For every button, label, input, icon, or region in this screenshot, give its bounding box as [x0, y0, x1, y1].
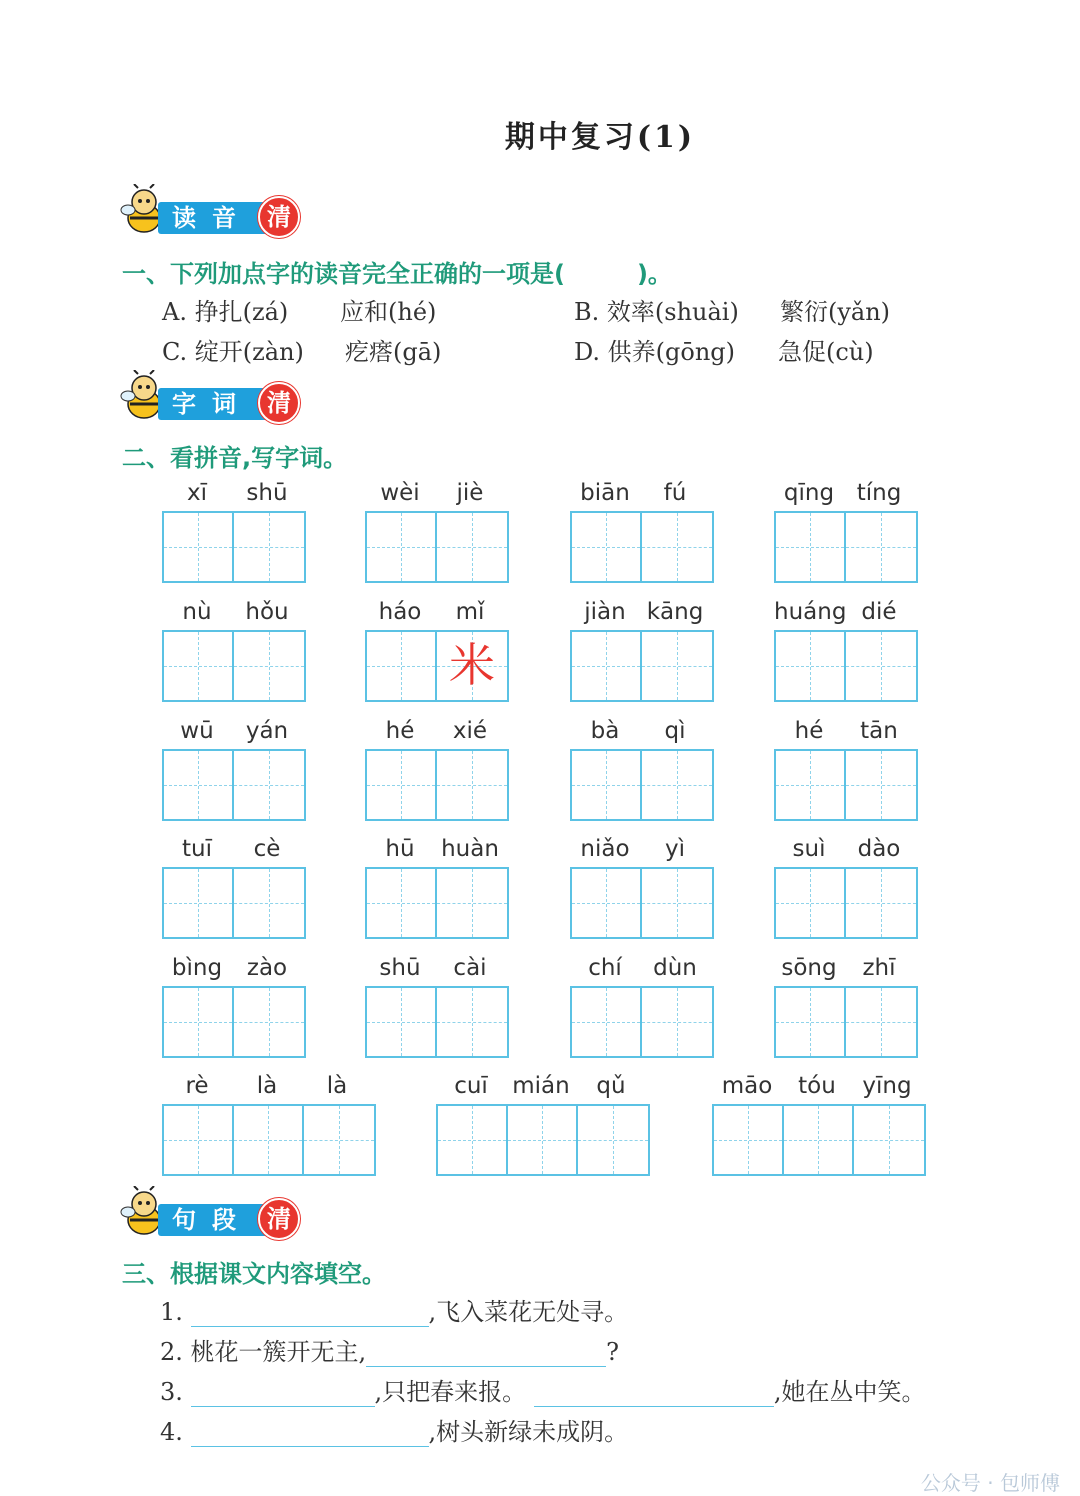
section-badge-reading — [120, 188, 300, 232]
q3-heading: 三、根据课文内容填空。 — [122, 1260, 386, 1288]
writing-grid — [162, 749, 306, 821]
writing-grid — [570, 867, 714, 939]
pinyin-label: yì — [664, 836, 685, 862]
writing-grid — [570, 986, 714, 1058]
writing-grid — [774, 749, 918, 821]
writing-cell[interactable] — [164, 1106, 234, 1174]
pinyin-label: rè — [185, 1073, 209, 1099]
writing-cell[interactable] — [642, 632, 712, 700]
badge-circle: 清 — [258, 1198, 300, 1240]
writing-cell[interactable] — [304, 1106, 374, 1174]
writing-grid — [365, 867, 509, 939]
writing-cell[interactable] — [234, 632, 304, 700]
writing-cell[interactable] — [642, 751, 712, 819]
writing-cell[interactable] — [572, 751, 642, 819]
q1-heading: 一、下列加点字的读音完全正确的一项是( )。 — [122, 260, 672, 288]
pinyin-label: tān — [860, 718, 898, 744]
writing-cell[interactable] — [776, 751, 846, 819]
line-text: ,飞入菜花无处寻。 — [428, 1298, 629, 1326]
pinyin-label: zhī — [862, 955, 896, 981]
pinyin-label: wèi — [380, 480, 420, 506]
example-character: 米 — [449, 638, 495, 692]
writing-cell[interactable] — [846, 751, 916, 819]
option-d1: D. 供养(gōng) — [574, 338, 736, 366]
writing-grid — [436, 1104, 650, 1176]
writing-cell[interactable] — [437, 632, 507, 700]
writing-grid — [162, 867, 306, 939]
pinyin-label: là — [326, 1073, 348, 1099]
writing-cell[interactable] — [642, 513, 712, 581]
pinyin-label: cài — [453, 955, 487, 981]
pinyin-label: qǔ — [596, 1073, 626, 1099]
writing-cell[interactable] — [572, 513, 642, 581]
q2-heading: 二、看拼音,写字词。 — [122, 444, 348, 472]
answer-blank[interactable] — [366, 1340, 606, 1367]
pinyin-label: shū — [379, 955, 421, 981]
pinyin-label: tíng — [856, 480, 902, 506]
writing-grid — [774, 986, 918, 1058]
fill-line-3 — [160, 1372, 925, 1407]
pinyin-label: dào — [857, 836, 901, 862]
option-b1: B. 效率(shuài) — [574, 298, 739, 326]
writing-grid — [570, 630, 714, 702]
writing-grid — [365, 986, 509, 1058]
writing-grid — [365, 749, 509, 821]
writing-cell[interactable] — [437, 751, 507, 819]
pinyin-label: kāng — [646, 599, 704, 625]
answer-blank[interactable] — [191, 1300, 429, 1327]
writing-cell[interactable] — [854, 1106, 924, 1174]
pinyin-label: chí — [588, 955, 622, 981]
writing-cell[interactable] — [642, 869, 712, 937]
pinyin-label: xié — [452, 718, 488, 744]
pinyin-label: huàn — [441, 836, 499, 862]
pinyin-label: là — [256, 1073, 278, 1099]
pinyin-label: suì — [792, 836, 826, 862]
option-c2: 疙瘩(gā) — [345, 338, 442, 366]
writing-grid — [162, 986, 306, 1058]
pinyin-label: hé — [794, 718, 824, 744]
pinyin-label: mián — [512, 1073, 570, 1099]
writing-cell[interactable] — [846, 988, 916, 1056]
pinyin-label: zào — [246, 955, 288, 981]
writing-cell[interactable] — [437, 869, 507, 937]
pinyin-label: yán — [245, 718, 289, 744]
writing-cell[interactable] — [164, 751, 234, 819]
writing-cell[interactable] — [572, 869, 642, 937]
pinyin-label: tuī — [182, 836, 212, 862]
writing-cell[interactable] — [367, 751, 437, 819]
pinyin-label: qì — [664, 718, 686, 744]
pinyin-label: háo — [378, 599, 422, 625]
pinyin-label: biān — [580, 480, 630, 506]
writing-cell[interactable] — [578, 1106, 648, 1174]
writing-cell[interactable] — [367, 869, 437, 937]
writing-cell[interactable] — [164, 869, 234, 937]
writing-cell[interactable] — [846, 869, 916, 937]
section-badge-words — [120, 374, 300, 418]
writing-cell[interactable] — [846, 513, 916, 581]
writing-cell[interactable] — [846, 632, 916, 700]
writing-cell[interactable] — [367, 513, 437, 581]
writing-cell[interactable] — [714, 1106, 784, 1174]
pinyin-label: xī — [186, 480, 207, 506]
writing-cell[interactable] — [438, 1106, 508, 1174]
pinyin-label: niǎo — [580, 836, 630, 862]
writing-cell[interactable] — [776, 513, 846, 581]
pinyin-label: hū — [385, 836, 415, 862]
pinyin-label: huáng — [774, 599, 847, 625]
pinyin-label: wū — [180, 718, 214, 744]
line-text: ,树头新绿未成阴。 — [428, 1418, 629, 1446]
page-title: 期中复习(1) — [504, 120, 696, 155]
writing-grid — [162, 1104, 376, 1176]
answer-blank[interactable] — [191, 1420, 429, 1447]
writing-cell[interactable] — [776, 632, 846, 700]
writing-grid — [570, 511, 714, 583]
badge-label: 字词 — [158, 388, 270, 420]
pinyin-label: hé — [385, 718, 415, 744]
pinyin-label: bà — [590, 718, 620, 744]
writing-cell[interactable] — [642, 988, 712, 1056]
writing-cell[interactable] — [234, 513, 304, 581]
line-text: ,她在丛中笑。 — [773, 1378, 926, 1406]
badge-circle: 清 — [258, 196, 300, 238]
badge-label: 读音 — [158, 202, 270, 234]
writing-cell[interactable] — [234, 869, 304, 937]
writing-cell[interactable] — [234, 751, 304, 819]
writing-cell[interactable] — [164, 632, 234, 700]
writing-grid — [365, 511, 509, 583]
writing-grid — [365, 630, 509, 702]
writing-cell[interactable] — [367, 632, 437, 700]
fill-line-4 — [160, 1412, 628, 1447]
pinyin-label: shū — [246, 480, 288, 506]
writing-cell[interactable] — [164, 988, 234, 1056]
writing-cell[interactable] — [234, 1106, 304, 1174]
writing-cell[interactable] — [367, 988, 437, 1056]
fill-line-2 — [160, 1332, 619, 1367]
pinyin-label: hǒu — [245, 599, 289, 625]
answer-blank[interactable] — [534, 1380, 774, 1407]
writing-cell[interactable] — [437, 513, 507, 581]
option-d2: 急促(cù) — [778, 338, 874, 366]
pinyin-label: dié — [861, 599, 897, 625]
pinyin-label: fú — [663, 480, 687, 506]
line-text: ,只把春来报。 — [374, 1378, 527, 1406]
writing-cell[interactable] — [784, 1106, 854, 1174]
writing-cell[interactable] — [164, 513, 234, 581]
pinyin-label: jiè — [456, 480, 484, 506]
writing-cell[interactable] — [776, 869, 846, 937]
writing-grid — [570, 749, 714, 821]
writing-grid — [162, 511, 306, 583]
writing-cell[interactable] — [572, 632, 642, 700]
pinyin-label: mǐ — [455, 599, 485, 625]
pinyin-label: qīng — [783, 480, 835, 506]
writing-cell[interactable] — [234, 988, 304, 1056]
line-text: ? — [606, 1338, 620, 1366]
pinyin-label: yīng — [862, 1073, 912, 1099]
pinyin-label: nù — [182, 599, 212, 625]
pinyin-label: sōng — [781, 955, 837, 981]
writing-cell[interactable] — [776, 988, 846, 1056]
watermark: 公众号 · 包师傅 — [920, 1471, 1060, 1495]
writing-grid — [774, 630, 918, 702]
option-c1: C. 绽开(zàn) — [162, 338, 304, 366]
writing-cell[interactable] — [508, 1106, 578, 1174]
section-badge-sentences — [120, 1190, 300, 1234]
line-number: 3. — [160, 1378, 183, 1406]
pinyin-label: bìng — [171, 955, 223, 981]
line-number: 1. — [160, 1298, 183, 1326]
badge-label: 句段 — [158, 1204, 270, 1236]
answer-blank[interactable] — [191, 1380, 375, 1407]
pinyin-label: cuī — [454, 1073, 488, 1099]
pinyin-label: dùn — [653, 955, 697, 981]
pinyin-label: māo — [721, 1073, 773, 1099]
writing-grid — [774, 511, 918, 583]
pinyin-label: tóu — [798, 1073, 836, 1099]
fill-line-1 — [160, 1292, 628, 1327]
writing-grid — [712, 1104, 926, 1176]
writing-grid — [162, 630, 306, 702]
writing-cell[interactable] — [437, 988, 507, 1056]
pinyin-label: cè — [253, 836, 281, 862]
option-b2: 繁衍(yǎn) — [780, 298, 891, 326]
option-a1: A. 挣扎(zá) — [162, 298, 289, 326]
badge-circle: 清 — [258, 382, 300, 424]
writing-cell[interactable] — [572, 988, 642, 1056]
line-number: 4. — [160, 1418, 183, 1446]
pinyin-label: jiàn — [584, 599, 626, 625]
option-a2: 应和(hé) — [340, 298, 437, 326]
line-text: 2. 桃花一簇开无主, — [160, 1338, 367, 1366]
writing-grid — [774, 867, 918, 939]
